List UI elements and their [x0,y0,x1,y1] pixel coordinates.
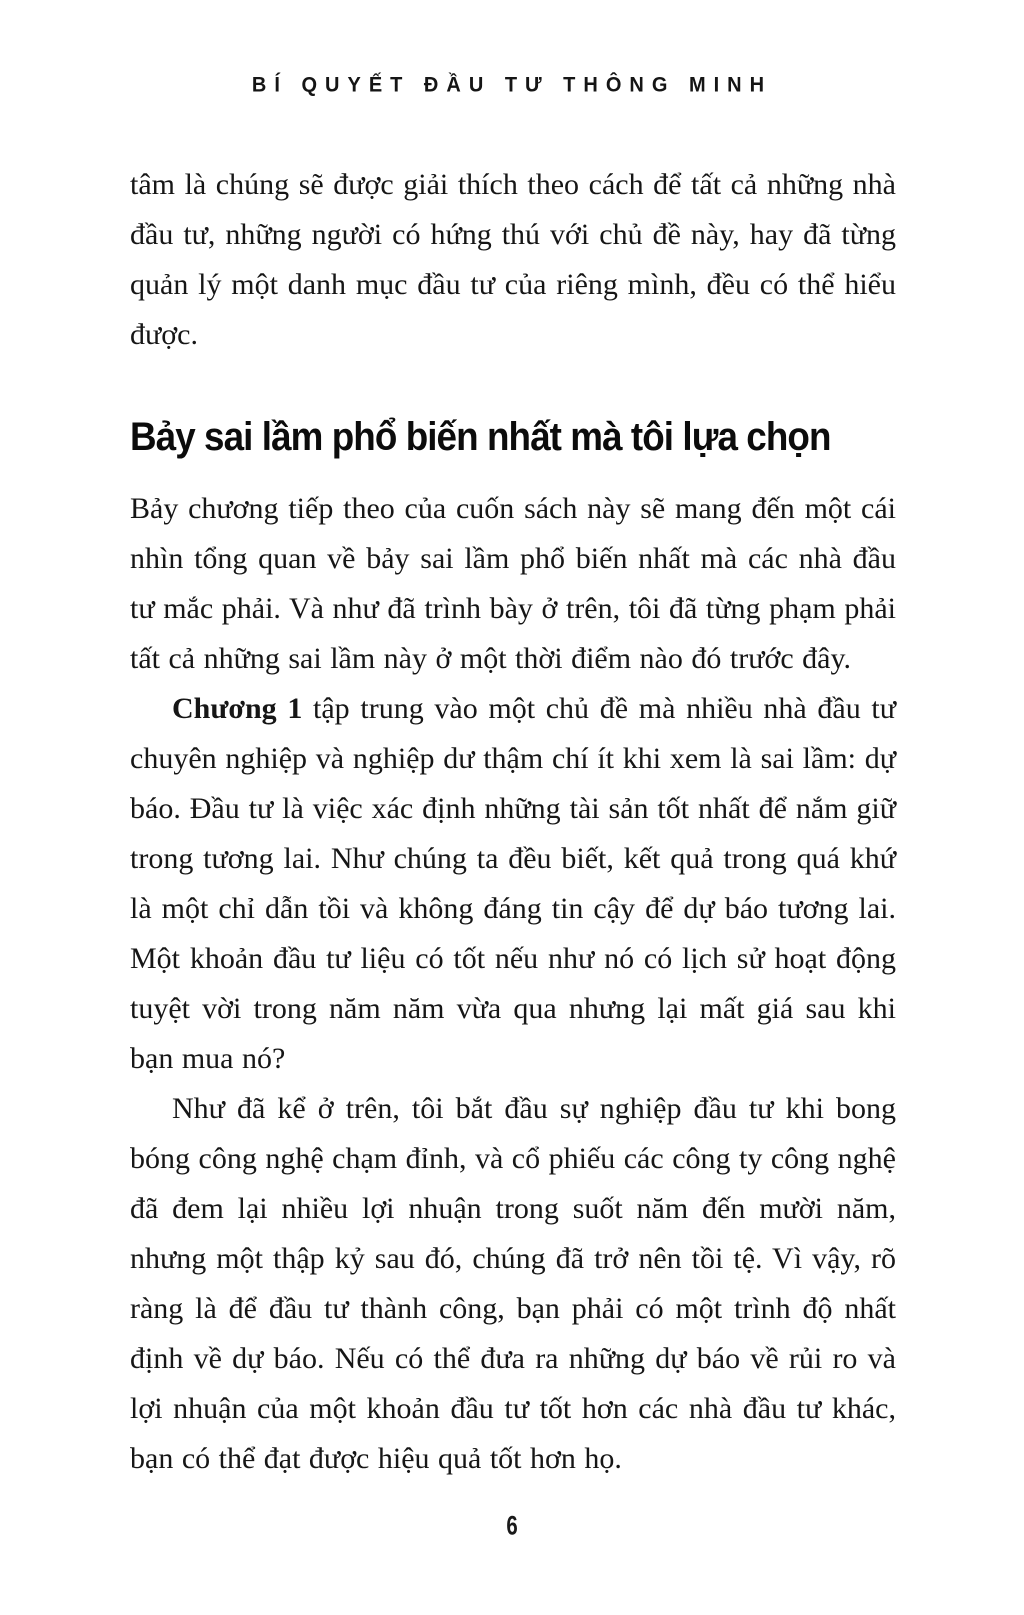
paragraph-chapter-1 [130,684,896,1084]
chapter-1-lead: Chương 1 [172,692,303,725]
text-block [130,160,896,1484]
section-heading: Bảy sai lầm phổ biến nhất mà tôi lựa chọn [130,415,831,459]
paragraph-overview: Bảy chương tiếp theo của cuốn sách này sẽ mang đến một cái nhìn tổng quan về bảy sai lầm phổ biến nhất mà các nhà đầu tư mắc phải. Và như đã trình bày ở trên, tôi đã từng phạm phải tất cả những sai lầm này ở một thời điểm nào đó trước đây. [130,492,896,675]
paragraph-chapter-1-text: tập trung vào một chủ đề mà nhiều nhà đầu tư chuyên nghiệp và nghiệp dư thậm chí ít khi xem là sai lầm: dự báo. Đầu tư là việc xác định những tài sản tốt nhất để nắm giữ trong tương lai. Như chúng ta đều biết, kết quả trong quá khứ là một chỉ dẫn tồi và không đáng tin cậy để dự báo tương lai. Một khoản đầu tư liệu có tốt nếu như nó có lịch sử hoạt động tuyệt vời trong năm năm vừa qua nhưng lại mất giá sau khi bạn mua nó? [130,692,896,1075]
paragraph-continuation: tâm là chúng sẽ được giải thích theo cách để tất cả những nhà đầu tư, những người có hứng thú với chủ đề này, hay đã từng quản lý một danh mục đầu tư của riêng mình, đều có thể hiểu được. [130,168,896,351]
paragraph-personal-story: Như đã kể ở trên, tôi bắt đầu sự nghiệp đầu tư khi bong bóng công nghệ chạm đỉnh, và cổ phiếu các công ty công nghệ đã đem lại nhiều lợi nhuận trong suốt năm đến mười năm, nhưng một thập kỷ sau đó, chúng đã trở nên tồi tệ. Vì vậy, rõ ràng là để đầu tư thành công, bạn phải có một trình độ nhất định về dự báo. Nếu có thể đưa ra những dự báo về rủi ro và lợi nhuận của một khoản đầu tư tốt hơn các nhà đầu tư khác, bạn có thể đạt được hiệu quả tốt hơn họ. [130,1092,896,1475]
page-number: 6 [506,1511,518,1542]
running-header: BÍ QUYẾT ĐẦU TƯ THÔNG MINH [251,73,773,97]
